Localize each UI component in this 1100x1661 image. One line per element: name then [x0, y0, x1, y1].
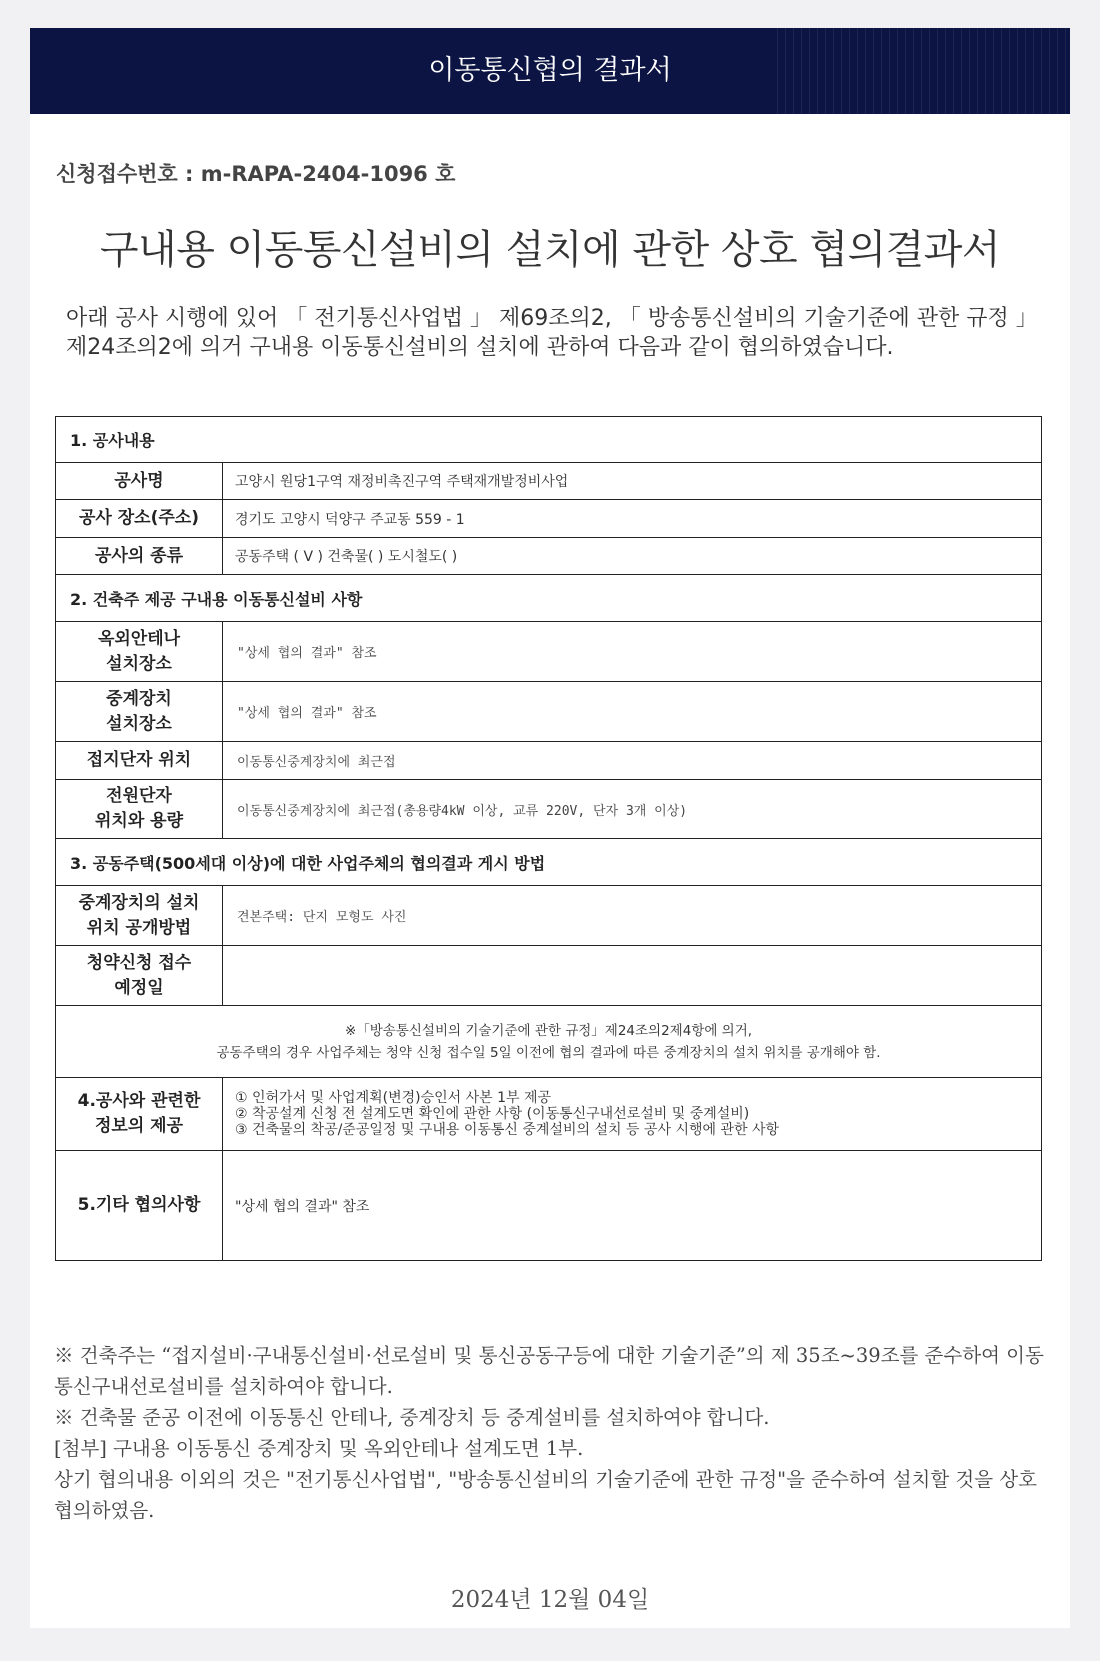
- subscription-date-value: [223, 946, 1042, 1006]
- footer-attachment: [첨부] 구내용 이동통신 중계장치 및 옥외안테나 설계도면 1부.: [54, 1437, 584, 1460]
- table-row: [56, 780, 1042, 839]
- ground-terminal-value: 이동통신중계장치에 최근접: [223, 742, 1042, 780]
- footer-note: 상기 협의내용 이외의 것은 "전기통신사업법", "방송통신설비의 기술기준에 관한 규정"을 준수하여 설치할 것을 상호 협의하였음.: [54, 1468, 1037, 1522]
- table-row: [56, 1078, 1042, 1151]
- section2-header-row: [56, 575, 1042, 622]
- section3-title: 3. 공동주택(500세대 이상)에 대한 사업주체의 협의결과 게시 방법: [56, 839, 1042, 886]
- label-line: 설치장소: [106, 713, 172, 734]
- table-row: [56, 1151, 1042, 1261]
- footer-note: ※ 건축주는 “접지설비·구내통신설비·선로설비 및 통신공동구등에 대한 기술기준”의 제 35조~39조를 준수하여 이동통신구내선로설비를 설치하여야 합니다.: [54, 1344, 1044, 1398]
- section5-value: "상세 협의 결과" 참조: [223, 1151, 1042, 1261]
- section4-label: [56, 1078, 223, 1151]
- document-page: [30, 28, 1070, 1628]
- header-title: 이동통신협의 결과서: [428, 55, 672, 86]
- repeater-location-value: "상세 협의 결과" 참조: [223, 682, 1042, 742]
- section5-label: 5.기타 협의사항: [56, 1151, 223, 1261]
- table-row: [56, 946, 1042, 1006]
- power-terminal-value: 이동통신중계장치에 최근접(총용량4kW 이상, 교류 220V, 단자 3개 이상): [223, 780, 1042, 839]
- table-row: [56, 1006, 1042, 1078]
- label-line: 정보의 제공: [94, 1116, 184, 1136]
- label-line: 설치장소: [106, 653, 172, 674]
- antenna-location-value: "상세 협의 결과" 참조: [223, 622, 1042, 682]
- construction-address-label: 공사 장소(주소): [56, 500, 223, 538]
- label-line: 4.공사와 관련한: [77, 1091, 201, 1111]
- section2-title: 2. 건축주 제공 구내용 이동통신설비 사항: [56, 575, 1042, 622]
- section4-info-list: [223, 1078, 1042, 1151]
- table-row: [56, 463, 1042, 500]
- footer-notes: [54, 1340, 1054, 1526]
- table-row: [56, 886, 1042, 946]
- intro-paragraph: 아래 공사 시행에 있어 「 전기통신사업법 」 제69조의2, 「 방송통신설비의 기술기준에 관한 규정 」 제24조의2에 의거 구내용 이동통신설비의 설치에 관하여 다음과 같이 협의하였습니다.: [66, 306, 1038, 360]
- table-row: [56, 538, 1042, 575]
- list-item: ① 인허가서 및 사업계획(변경)승인서 사본 1부 제공: [235, 1090, 552, 1106]
- construction-type-label: 공사의 종류: [56, 538, 223, 575]
- construction-name-label: 공사명: [56, 463, 223, 500]
- table-row: [56, 500, 1042, 538]
- table-row: [56, 622, 1042, 682]
- construction-type-value: 공동주택 ( V ) 건축물( ) 도시철도( ): [223, 538, 1042, 575]
- repeater-location-label: [56, 682, 223, 742]
- section1-title: 1. 공사내용: [56, 417, 1042, 463]
- ground-terminal-label: 접지단자 위치: [56, 742, 223, 780]
- label-line: 위치와 용량: [94, 811, 184, 831]
- disclosure-method-value: 견본주택: 단지 모형도 사진: [223, 886, 1042, 946]
- label-line: 옥외안테나: [97, 628, 181, 649]
- document-date: 2024년 12월 04일: [450, 1587, 650, 1613]
- footer-note: ※ 건축물 준공 이전에 이동통신 안테나, 중계장치 등 중계설비를 설치하여야 합니다.: [54, 1406, 770, 1429]
- power-terminal-label: [56, 780, 223, 839]
- label-line: 위치 공개방법: [86, 917, 192, 938]
- header-banner: [30, 28, 1070, 114]
- table-row: [56, 682, 1042, 742]
- subscription-date-label: [56, 946, 223, 1006]
- construction-address-value: 경기도 고양시 덕양구 주교동 559 - 1: [223, 500, 1042, 538]
- list-item: ③ 건축물의 착공/준공일정 및 구내용 이동통신 중계설비의 설치 등 공사 시행에 관한 사항: [235, 1122, 780, 1138]
- table-row: [56, 742, 1042, 780]
- label-line: 청약신청 접수: [86, 952, 192, 973]
- disclosure-method-label: [56, 886, 223, 946]
- application-number: 신청접수번호 : m-RAPA-2404-1096 호: [56, 162, 456, 186]
- consultation-table: [55, 416, 1042, 1261]
- antenna-location-label: [56, 622, 223, 682]
- label-line: 예정일: [114, 977, 164, 998]
- list-item: ② 착공설계 신청 전 설계도면 확인에 관한 사항 (이동통신구내선로설비 및 중계설비): [235, 1106, 750, 1122]
- note-line: ※「방송통신설비의 기술기준에 관한 규정」제24조의2제4항에 의거,: [344, 1022, 753, 1039]
- regulation-note: [56, 1006, 1042, 1078]
- label-line: 중계장치의 설치: [78, 892, 200, 913]
- label-line: 중계장치: [106, 688, 172, 709]
- section1-header-row: [56, 417, 1042, 463]
- note-line: 공동주택의 경우 사업주체는 청약 신청 접수일 5일 이전에 협의 결과에 따른 중계장치의 설치 위치를 공개해야 함.: [216, 1044, 881, 1061]
- section3-header-row: [56, 839, 1042, 886]
- document-title: 구내용 이동통신설비의 설치에 관한 상호 협의결과서: [99, 227, 1001, 273]
- label-line: 전원단자: [106, 786, 172, 806]
- construction-name-value: 고양시 원당1구역 재정비촉진구역 주택재개발정비사업: [223, 463, 1042, 500]
